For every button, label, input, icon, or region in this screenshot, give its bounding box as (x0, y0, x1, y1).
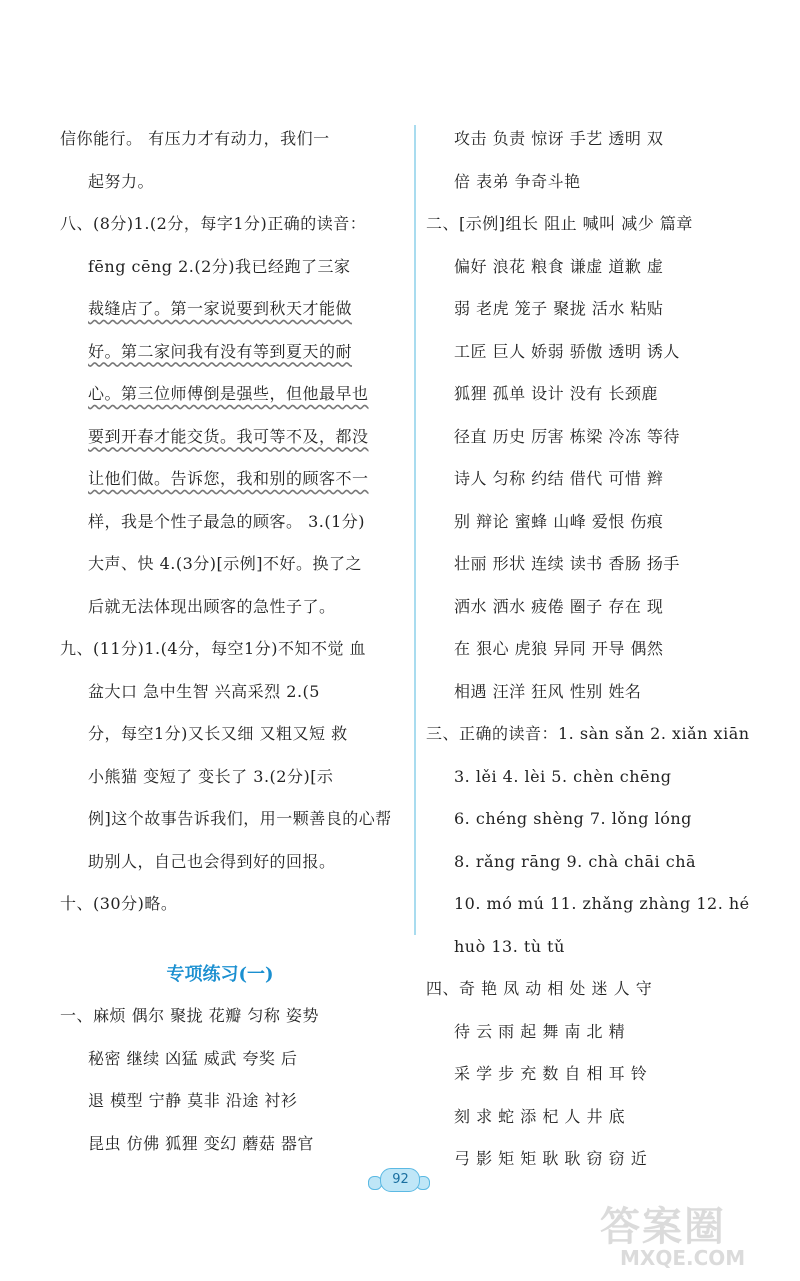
line-text: 弱 老虎 笼子 聚拢 活水 粘贴 (454, 299, 664, 318)
text-line (60, 543, 408, 586)
line-text: 大声、快 4.(3分)[示例]不好。换了之 (88, 554, 363, 573)
line-text: 样，我是个性子最急的顾客。 3.(1分) (88, 511, 366, 531)
text-line (60, 798, 408, 841)
line-text: 裁缝店了。第一家说要到秋天才能做 (88, 299, 353, 318)
line-text: 偏好 浪花 粮食 谦虚 道歉 虚 (454, 256, 664, 276)
line-text: 相遇 汪洋 狂风 性别 姓名 (454, 681, 642, 701)
text-line (426, 161, 766, 204)
line-text: 别 辩论 蜜蜂 山峰 爱恨 伤痕 (454, 511, 664, 531)
line-text: 心。第三位师傅倒是强些，但他最早也 (88, 384, 369, 403)
line-text: 九、(11分)1.(4分，每空1分)不知不觉 血 (60, 639, 367, 658)
line-text: 起努力。 (88, 171, 155, 191)
line-text: 弓 影 矩 矩 耿 耿 窃 窃 近 (454, 1149, 648, 1168)
text-line (426, 288, 766, 331)
line-text: 秘密 继续 凶猛 威武 夸奖 后 (88, 1048, 298, 1068)
text-line (60, 713, 408, 756)
line-text: 一、麻烦 偶尔 聚拢 花瓣 匀称 姿势 (60, 1006, 319, 1025)
line-text: 8. rǎng rāng 9. chà chāi chā (454, 851, 697, 871)
line-text: 后就无法体现出顾客的急性子了。 (88, 596, 336, 616)
text-line (60, 1080, 408, 1123)
watermark-main: 答案圈 (600, 1204, 726, 1250)
text-line (60, 883, 408, 926)
line-text: 二、[示例]组长 阻止 喊叫 减少 篇章 (426, 214, 693, 233)
text-line (60, 161, 408, 204)
line-text: 3. lěi 4. lèi 5. chèn chēng (454, 766, 672, 786)
watermark-sub: MXQE.COM (620, 1246, 746, 1270)
text-line (60, 628, 408, 671)
line-text: 工匠 巨人 娇弱 骄傲 透明 诱人 (454, 341, 680, 361)
page-number-badge (368, 1164, 430, 1194)
text-line (426, 628, 766, 671)
text-line (426, 756, 766, 799)
line-text: fēng cēng 2.(2分)我已经跑了三家 (88, 256, 351, 276)
text-line (426, 926, 766, 969)
text-line (60, 995, 408, 1038)
watermark (600, 1195, 790, 1275)
text-line (60, 841, 408, 884)
line-text: 三、正确的读音：1. sàn sǎn 2. xiǎn xiān (426, 724, 750, 743)
text-line (426, 968, 766, 1011)
line-text: 洒水 洒水 疲倦 圈子 存在 现 (454, 596, 664, 616)
left-bottom-block (60, 995, 408, 1165)
line-text: 6. chéng shèng 7. lǒng lóng (454, 809, 692, 828)
line-text: 在 狠心 虎狼 异同 开导 偶然 (454, 639, 664, 658)
text-line (426, 543, 766, 586)
text-line (426, 841, 766, 884)
line-text: 小熊猫 变短了 变长了 3.(2分)[示 (88, 766, 334, 786)
text-line (60, 756, 408, 799)
text-line (60, 246, 408, 289)
text-line (426, 331, 766, 374)
line-text: 诗人 匀称 约结 借代 可惜 辫 (454, 469, 664, 488)
line-text: 攻击 负责 惊讶 手艺 透明 双 (454, 129, 664, 148)
text-line (60, 288, 408, 331)
text-line (426, 671, 766, 714)
text-line (426, 501, 766, 544)
text-line (426, 798, 766, 841)
text-line (60, 458, 408, 501)
text-line (426, 373, 766, 416)
line-text: 10. mó mú 11. zhǎng zhàng 12. hé (454, 894, 750, 913)
text-line (426, 416, 766, 459)
text-line (60, 1123, 408, 1166)
text-line (60, 416, 408, 459)
text-line (426, 246, 766, 289)
text-line (426, 1011, 766, 1054)
text-line (60, 203, 408, 246)
text-line (60, 1038, 408, 1081)
text-line (426, 883, 766, 926)
text-line (60, 118, 408, 161)
line-text: 刻 求 蛇 添 杞 人 井 底 (454, 1106, 626, 1126)
line-text: 分，每空1分)又长又细 又粗又短 救 (88, 724, 348, 743)
text-line (60, 501, 408, 544)
line-text: 信你能行。 有压力才有动力，我们一 (60, 129, 330, 148)
text-line (426, 118, 766, 161)
line-text: 让他们做。告诉您，我和别的顾客不一 (88, 469, 369, 488)
text-line (60, 373, 408, 416)
line-text: 壮丽 形状 连续 读书 香肠 扬手 (454, 554, 680, 573)
line-text: 要到开春才能交货。我可等不及，都没 (88, 426, 369, 446)
text-line (60, 671, 408, 714)
line-text: 八、(8分)1.(2分，每字1分)正确的读音： (60, 214, 367, 233)
line-text: 待 云 雨 起 舞 南 北 精 (454, 1021, 626, 1041)
line-text: 径直 历史 厉害 栋梁 冷冻 等待 (454, 426, 680, 446)
line-text: 四、奇 艳 凤 动 相 处 迷 人 守 (426, 979, 653, 998)
line-text: 倍 表弟 争奇斗艳 (454, 171, 581, 191)
line-text: 昆虫 仿佛 狐狸 变幻 蘑菇 器官 (88, 1133, 314, 1153)
text-line (426, 1096, 766, 1139)
line-text: 十、(30分)略。 (60, 894, 178, 913)
text-line (426, 1138, 766, 1181)
line-text: 助别人，自己也会得到好的回报。 (88, 851, 336, 871)
left-column (60, 118, 408, 926)
line-text: huò 13. tù tǔ (454, 936, 565, 956)
text-line (426, 203, 766, 246)
text-line (60, 586, 408, 629)
line-text: 狐狸 孤单 设计 没有 长颈鹿 (454, 384, 658, 403)
text-line (426, 1053, 766, 1096)
text-line (426, 586, 766, 629)
line-text: 好。第二家问我有没有等到夏天的耐 (88, 341, 353, 361)
line-text: 退 模型 宁静 莫非 沿途 衬衫 (88, 1091, 298, 1110)
right-column (426, 118, 766, 1181)
section-title: 专项练习(一) (166, 964, 274, 985)
line-text: 采 学 步 充 数 自 相 耳 铃 (454, 1064, 648, 1083)
text-line (426, 458, 766, 501)
line-text: 例]这个故事告诉我们，用一颗善良的心帮 (88, 809, 392, 828)
line-text: 盆大口 急中生智 兴高采烈 2.(5 (88, 681, 320, 701)
text-line (60, 331, 408, 374)
column-divider (414, 125, 416, 935)
page-number: 92 (392, 1172, 409, 1187)
text-line (426, 713, 766, 756)
